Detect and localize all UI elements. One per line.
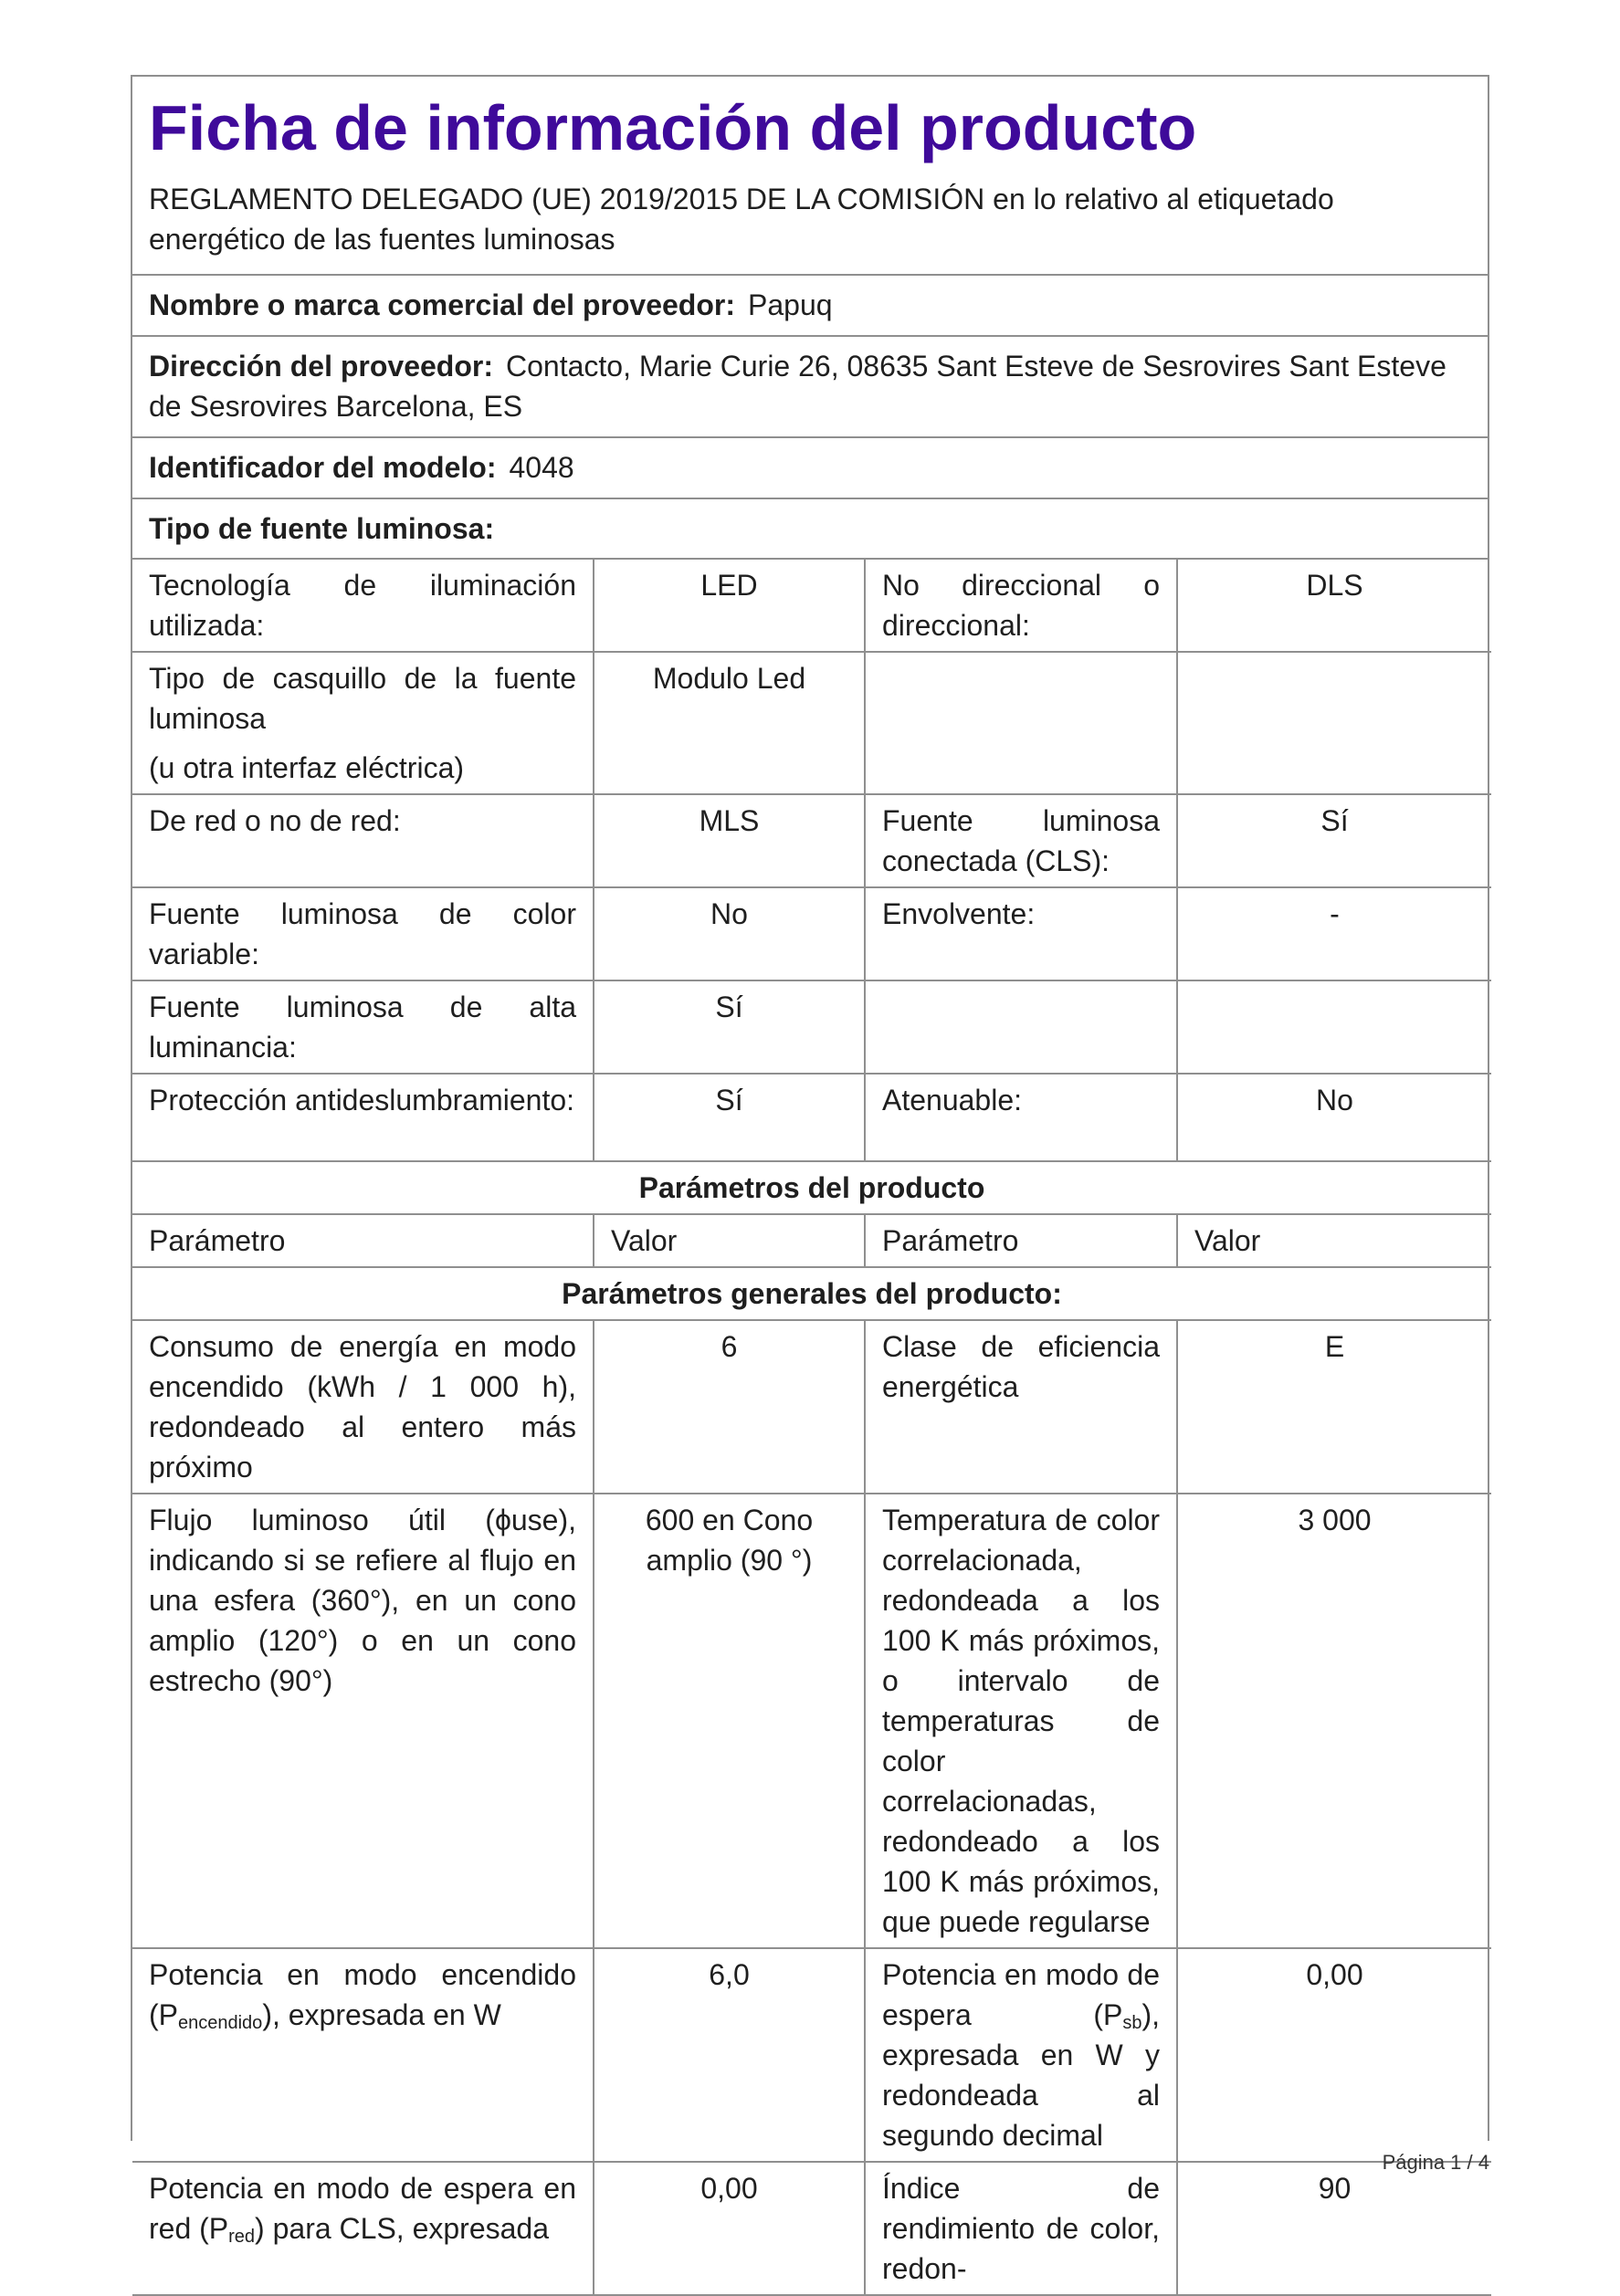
- table-row: [132, 794, 1491, 887]
- param-label-text: Potencia en modo de espera (P: [882, 1958, 1160, 2031]
- model-label: Identificador del modelo:: [149, 451, 497, 484]
- table-row: [132, 1948, 1491, 2162]
- supplier-name-row: [132, 276, 1488, 337]
- param-label: [865, 1948, 1177, 2162]
- table-row: [132, 1494, 1491, 1948]
- table-row: [132, 980, 1491, 1074]
- column-header-row: [132, 1214, 1491, 1267]
- param-label-text: Potencia en modo encendido (P: [149, 1958, 576, 2031]
- param-label: Fuente luminosa conectada (CLS):: [865, 794, 1177, 887]
- param-value: E: [1177, 1320, 1491, 1494]
- section-title: Parámetros generales del producto:: [132, 1267, 1491, 1320]
- param-label-text: ), expresada en W: [262, 1998, 501, 2031]
- table-row: [132, 560, 1491, 652]
- param-subscript: encendido: [178, 2013, 263, 2033]
- light-source-type-row: [132, 499, 1488, 560]
- param-value: 600 en Cono amplio (90 °): [594, 1494, 865, 1948]
- param-value: 6: [594, 1320, 865, 1494]
- supplier-address-label: Dirección del proveedor:: [149, 350, 493, 383]
- param-label-text: ) para CLS, expresada: [255, 2212, 549, 2245]
- title-section: [132, 77, 1488, 276]
- table-row: [132, 1074, 1491, 1161]
- supplier-address-value: Contacto, Marie Curie 26, 08635 Sant Esteve de Sesrovires Sant Esteve de Sesrovires Barcelona, ES: [149, 350, 1446, 423]
- param-value: Sí: [1177, 794, 1491, 887]
- param-label: De red o no de red:: [132, 794, 594, 887]
- page-number: Página 1 / 4: [1382, 2151, 1489, 2174]
- param-value: 0,00: [594, 2162, 865, 2295]
- param-label-note: (u otra interfaz eléctrica): [149, 751, 465, 784]
- param-label: No direccional o direccional:: [865, 560, 1177, 652]
- param-label: [132, 1948, 594, 2162]
- param-value: Sí: [594, 980, 865, 1074]
- param-label: Flujo luminoso útil (ϕuse), indicando si se refiere al flujo en una esfera (360°), en un cono amplio (120°) o en un cono estrecho (90°): [132, 1494, 594, 1948]
- param-label: Envolvente:: [865, 887, 1177, 980]
- param-label: Tecnología de iluminación utilizada:: [132, 560, 594, 652]
- param-label: Atenuable:: [865, 1074, 1177, 1161]
- param-label: [132, 652, 594, 794]
- param-label: [132, 2162, 594, 2295]
- model-row: [132, 438, 1488, 499]
- param-value: Sí: [594, 1074, 865, 1161]
- table-row: [132, 1320, 1491, 1494]
- param-value: MLS: [594, 794, 865, 887]
- param-value: DLS: [1177, 560, 1491, 652]
- supplier-address-row: [132, 337, 1488, 438]
- section-header-row: [132, 1161, 1491, 1214]
- param-subscript: red: [228, 2227, 256, 2247]
- param-label: [865, 980, 1177, 1074]
- table-row: [132, 2162, 1491, 2295]
- param-subscript: sb: [1122, 2013, 1142, 2033]
- page-title: Ficha de información del producto: [149, 92, 1197, 163]
- param-value: No: [594, 887, 865, 980]
- regulation-text: REGLAMENTO DELEGADO (UE) 2019/2015 DE LA COMISIÓN en lo relativo al etiquetado energético de las fuentes luminosas: [149, 183, 1334, 256]
- param-value: LED: [594, 560, 865, 652]
- param-value: 0,00: [1177, 1948, 1491, 2162]
- column-header: Parámetro: [132, 1214, 594, 1267]
- param-label: Índice de rendimiento de color, redon-: [865, 2162, 1177, 2295]
- param-value: 6,0: [594, 1948, 865, 2162]
- model-value: 4048: [509, 451, 574, 484]
- param-value: [1177, 980, 1491, 1074]
- column-header: Valor: [1177, 1214, 1491, 1267]
- param-label: [865, 652, 1177, 794]
- param-label-line: Tipo de casquillo de la fuente luminosa: [149, 662, 576, 735]
- section-header-row: [132, 1267, 1491, 1320]
- param-label: Protección antideslumbramiento:: [132, 1074, 594, 1161]
- param-label-text: ), expresada en W y redondeada al segundo decimal: [882, 1998, 1160, 2152]
- section-title: Parámetros del producto: [132, 1161, 1491, 1214]
- param-value: No: [1177, 1074, 1491, 1161]
- param-label: Consumo de energía en modo encendido (kWh / 1 000 h), redondeado al entero más próximo: [132, 1320, 594, 1494]
- param-label-text: Potencia en modo de espera en red (P: [149, 2172, 576, 2245]
- param-label: Fuente luminosa de alta luminancia:: [132, 980, 594, 1074]
- param-value: [1177, 652, 1491, 794]
- param-value: -: [1177, 887, 1491, 980]
- table-row: [132, 652, 1491, 794]
- param-value: Modulo Led: [594, 652, 865, 794]
- param-label: Clase de eficiencia energética: [865, 1320, 1177, 1494]
- light-source-type-label: Tipo de fuente luminosa:: [149, 512, 495, 545]
- light-source-table: [132, 560, 1491, 2296]
- param-label: Temperatura de color correlacionada, redondeada a los 100 K más próximos, o intervalo de temperaturas de color correlacionadas, redondeado a los 100 K más próximos, que puede regularse: [865, 1494, 1177, 1948]
- table-row: [132, 887, 1491, 980]
- param-value: 90: [1177, 2162, 1491, 2295]
- supplier-name-value: Papuq: [748, 288, 833, 321]
- column-header: Valor: [594, 1214, 865, 1267]
- param-value: 3 000: [1177, 1494, 1491, 1948]
- param-label: Fuente luminosa de color variable:: [132, 887, 594, 980]
- column-header: Parámetro: [865, 1214, 1177, 1267]
- supplier-name-label: Nombre o marca comercial del proveedor:: [149, 288, 735, 321]
